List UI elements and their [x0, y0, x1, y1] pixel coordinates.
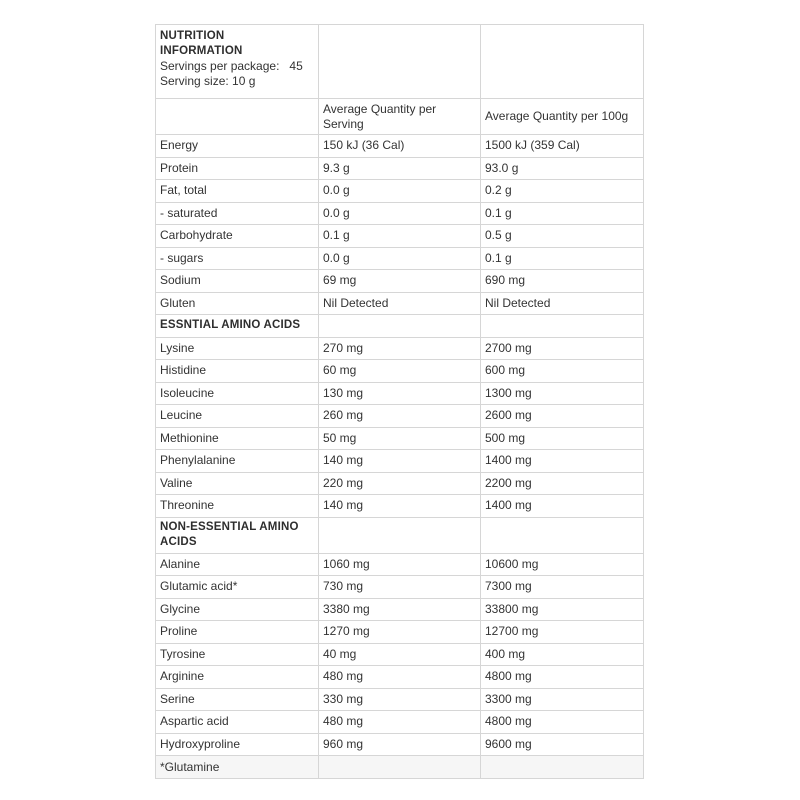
- table-row: [156, 292, 644, 315]
- table-row: [156, 427, 644, 450]
- empty-footnote-cell: [481, 756, 644, 779]
- table-row: [156, 202, 644, 225]
- table-row: [156, 247, 644, 270]
- per-serving-value-cell: 1270 mg: [319, 621, 481, 644]
- nutrient-name-cell: - saturated: [156, 202, 319, 225]
- per-serving-value-cell: 50 mg: [319, 427, 481, 450]
- per-serving-value-cell: 480 mg: [319, 666, 481, 689]
- nutrient-name-cell: Tyrosine: [156, 643, 319, 666]
- table-row: [156, 643, 644, 666]
- nutrition-info-cell: [156, 25, 319, 99]
- table-row: [156, 733, 644, 756]
- per-serving-value-cell: 730 mg: [319, 576, 481, 599]
- per-100g-value-cell: 2700 mg: [481, 337, 644, 360]
- nutrient-name-cell: Methionine: [156, 427, 319, 450]
- empty-section-cell: [481, 315, 644, 338]
- per-100g-value-cell: 0.5 g: [481, 225, 644, 248]
- per-serving-value-cell: 140 mg: [319, 450, 481, 473]
- per-100g-value-cell: 33800 mg: [481, 598, 644, 621]
- nutrient-name-cell: Histidine: [156, 360, 319, 383]
- table-row: [156, 621, 644, 644]
- nutrient-name-cell: Proline: [156, 621, 319, 644]
- nutrient-name-cell: Valine: [156, 472, 319, 495]
- per-serving-value-cell: Nil Detected: [319, 292, 481, 315]
- nutrient-name-cell: Alanine: [156, 553, 319, 576]
- footnote-row: [156, 756, 644, 779]
- table-row: [156, 450, 644, 473]
- table-row: [156, 405, 644, 428]
- servings-per-package: Servings per package: 45: [160, 59, 303, 73]
- nutrient-name-cell: - sugars: [156, 247, 319, 270]
- per-serving-value-cell: 270 mg: [319, 337, 481, 360]
- per-100g-value-cell: 1400 mg: [481, 450, 644, 473]
- per-serving-value-cell: 260 mg: [319, 405, 481, 428]
- section-title-cell: [156, 517, 319, 553]
- per-100g-value-cell: 3300 mg: [481, 688, 644, 711]
- per-100g-value-cell: Nil Detected: [481, 292, 644, 315]
- table-row: [156, 495, 644, 518]
- empty-footnote-cell: [319, 756, 481, 779]
- nutrient-name-cell: Aspartic acid: [156, 711, 319, 734]
- nutrient-name-cell: Carbohydrate: [156, 225, 319, 248]
- per-100g-value-cell: 690 mg: [481, 270, 644, 293]
- per-100g-value-cell: 2200 mg: [481, 472, 644, 495]
- table-row: [156, 360, 644, 383]
- table-row: [156, 180, 644, 203]
- per-100g-value-cell: 400 mg: [481, 643, 644, 666]
- nutrient-name-cell: Lysine: [156, 337, 319, 360]
- table-row: [156, 688, 644, 711]
- serving-size: Serving size: 10 g: [160, 74, 256, 88]
- nutrient-name-cell: Glutamic acid*: [156, 576, 319, 599]
- column-header-per-100g: Average Quantity per 100g: [481, 99, 644, 135]
- nutrition-table: [155, 24, 644, 779]
- per-100g-value-cell: 7300 mg: [481, 576, 644, 599]
- per-100g-value-cell: 1500 kJ (359 Cal): [481, 135, 644, 158]
- table-title-line2: INFORMATION: [160, 45, 243, 57]
- nutrient-name-cell: Isoleucine: [156, 382, 319, 405]
- table-row: [156, 157, 644, 180]
- per-100g-value-cell: 10600 mg: [481, 553, 644, 576]
- table-title-line1: NUTRITION: [160, 30, 225, 42]
- table-row: [156, 576, 644, 599]
- empty-header-cell: [481, 25, 644, 99]
- table-row: [156, 666, 644, 689]
- per-serving-value-cell: 130 mg: [319, 382, 481, 405]
- table-row: [156, 270, 644, 293]
- nutrient-name-cell: Sodium: [156, 270, 319, 293]
- per-serving-value-cell: 0.0 g: [319, 180, 481, 203]
- per-100g-value-cell: 1400 mg: [481, 495, 644, 518]
- empty-section-cell: [319, 315, 481, 338]
- section-title: NON-ESSENTIAL AMINO ACIDS: [160, 521, 299, 548]
- per-serving-value-cell: 40 mg: [319, 643, 481, 666]
- nutrient-name-cell: Arginine: [156, 666, 319, 689]
- table-row: [156, 598, 644, 621]
- per-serving-value-cell: 140 mg: [319, 495, 481, 518]
- per-serving-value-cell: 1060 mg: [319, 553, 481, 576]
- nutrient-name-cell: Energy: [156, 135, 319, 158]
- nutrient-name-cell: Leucine: [156, 405, 319, 428]
- per-100g-value-cell: 500 mg: [481, 427, 644, 450]
- table-row: [156, 711, 644, 734]
- per-100g-value-cell: 4800 mg: [481, 666, 644, 689]
- section-title: ESSNTIAL AMINO ACIDS: [160, 319, 301, 332]
- table-row: [156, 225, 644, 248]
- table-row: [156, 382, 644, 405]
- nutrition-panel: [155, 24, 643, 778]
- table-header-row: [156, 25, 644, 99]
- nutrient-name-cell: Gluten: [156, 292, 319, 315]
- nutrient-name-cell: Fat, total: [156, 180, 319, 203]
- per-100g-value-cell: 93.0 g: [481, 157, 644, 180]
- column-header-row: [156, 99, 644, 135]
- per-serving-value-cell: 0.0 g: [319, 247, 481, 270]
- footnote-text: *Glutamine: [156, 756, 319, 779]
- empty-header-cell: [319, 25, 481, 99]
- per-serving-value-cell: 9.3 g: [319, 157, 481, 180]
- per-100g-value-cell: 600 mg: [481, 360, 644, 383]
- per-serving-value-cell: 69 mg: [319, 270, 481, 293]
- per-100g-value-cell: 12700 mg: [481, 621, 644, 644]
- nutrient-name-cell: Protein: [156, 157, 319, 180]
- per-serving-value-cell: 0.1 g: [319, 225, 481, 248]
- per-serving-value-cell: 150 kJ (36 Cal): [319, 135, 481, 158]
- per-serving-value-cell: 480 mg: [319, 711, 481, 734]
- per-100g-value-cell: 4800 mg: [481, 711, 644, 734]
- table-row: [156, 337, 644, 360]
- per-100g-value-cell: 1300 mg: [481, 382, 644, 405]
- per-serving-value-cell: 3380 mg: [319, 598, 481, 621]
- section-essential-amino-acids: [156, 315, 644, 338]
- column-header-per-serving: Average Quantity per Serving: [319, 99, 481, 135]
- nutrient-name-cell: Threonine: [156, 495, 319, 518]
- per-100g-value-cell: 0.2 g: [481, 180, 644, 203]
- empty-section-cell: [481, 517, 644, 553]
- nutrient-name-cell: Hydroxyproline: [156, 733, 319, 756]
- section-non-essential-amino-acids: [156, 517, 644, 553]
- per-serving-value-cell: 0.0 g: [319, 202, 481, 225]
- empty-column-header-cell: [156, 99, 319, 135]
- per-100g-value-cell: 2600 mg: [481, 405, 644, 428]
- per-serving-value-cell: 60 mg: [319, 360, 481, 383]
- per-serving-value-cell: 330 mg: [319, 688, 481, 711]
- nutrient-name-cell: Serine: [156, 688, 319, 711]
- section-title-cell: [156, 315, 319, 338]
- table-row: [156, 553, 644, 576]
- per-serving-value-cell: 960 mg: [319, 733, 481, 756]
- table-row: [156, 135, 644, 158]
- nutrient-name-cell: Phenylalanine: [156, 450, 319, 473]
- per-100g-value-cell: 0.1 g: [481, 247, 644, 270]
- nutrient-name-cell: Glycine: [156, 598, 319, 621]
- empty-section-cell: [319, 517, 481, 553]
- per-100g-value-cell: 0.1 g: [481, 202, 644, 225]
- per-serving-value-cell: 220 mg: [319, 472, 481, 495]
- table-row: [156, 472, 644, 495]
- per-100g-value-cell: 9600 mg: [481, 733, 644, 756]
